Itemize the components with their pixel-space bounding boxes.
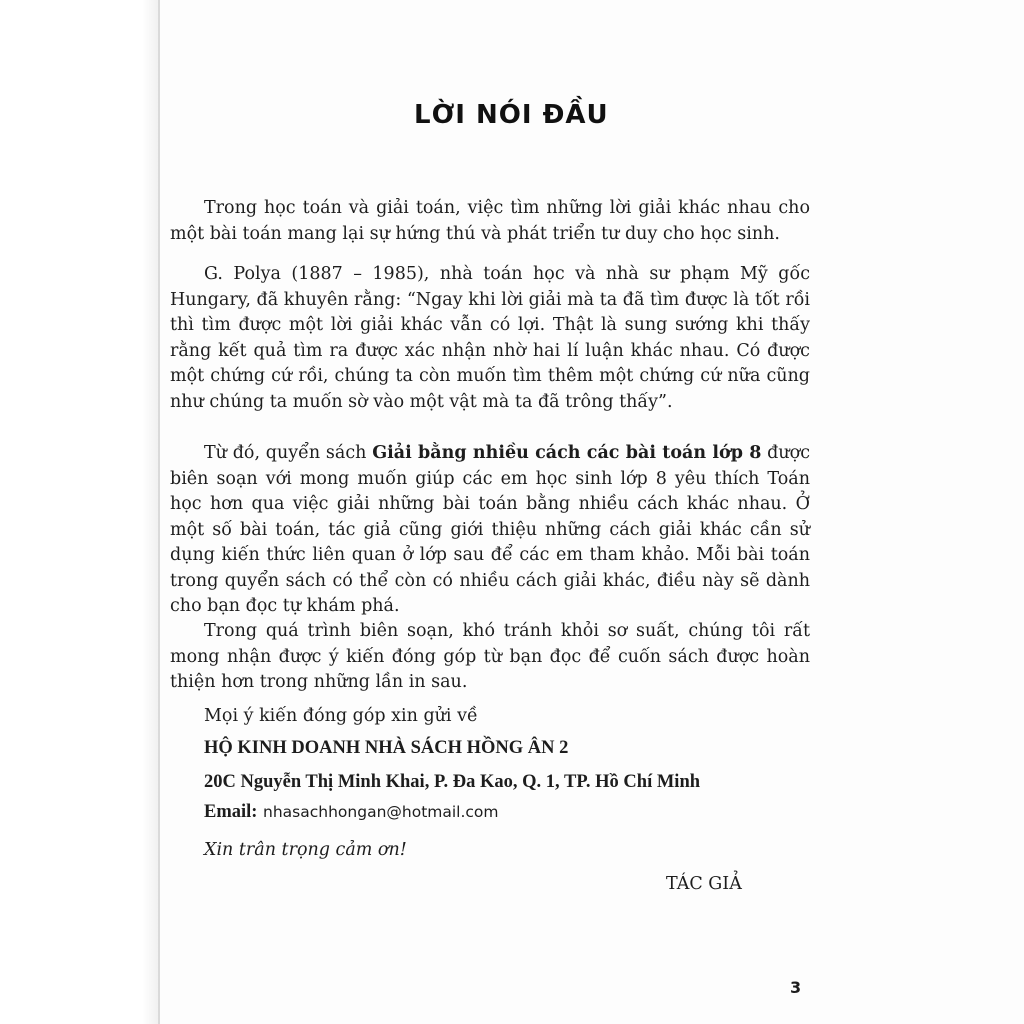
page-title: LỜI NÓI ĐẦU <box>414 100 609 130</box>
paragraph-1: Trong học toán và giải toán, việc tìm những lời giải khác nhau cho một bài toán mang lại sự hứng thú và phát triển tư duy cho học sinh. <box>170 198 810 244</box>
email-label: Email: <box>204 802 258 822</box>
paragraph-3-body: được biên soạn với mong muốn giúp các em học sinh lớp 8 yêu thích Toán học hơn qua việc giải những bài toán bằng nhiều cách khác nhau. Ở một số bài toán, tác giả cũng giới thiệu những cách giải khác cần sử dụng kiến thức liên quan ở lớp sau để các em tham khảo. Mỗi bài toán trong quyển sách có thể còn có nhiều cách giải khác, điều này sẽ dành cho bạn đọc tự khám phá. <box>170 443 810 616</box>
book-title: Giải bằng nhiều cách các bài toán lớp 8 <box>372 443 762 463</box>
contact-email <box>204 802 499 823</box>
author-signature: TÁC GIẢ <box>666 874 742 894</box>
page-margin <box>0 0 158 1024</box>
paragraph-2: G. Polya (1887 – 1985), nhà toán học và nhà sư phạm Mỹ gốc Hungary, đã khuyên rằng: “Ngay khi lời giải mà ta đã tìm được là tốt rồi thì tìm được một lời giải khác vẫn có lợi. Thật là sung sướng khi thấy rằng kết quả tìm ra được xác nhận nhờ hai lí luận khác nhau. Có được một chứng cứ rồi, chúng ta còn muốn tìm thêm một chứng cứ nữa cũng như chúng ta muốn sờ vào một vật mà ta đã trông thấy”. <box>170 264 810 412</box>
paragraph-4: Trong quá trình biên soạn, khó tránh khỏi sơ suất, chúng tôi rất mong nhận được ý kiến đóng góp từ bạn đọc để cuốn sách được hoàn thiện hơn trong những lần in sau. <box>170 621 810 692</box>
publisher-address: 20C Nguyễn Thị Minh Khai, P. Đa Kao, Q. 1, TP. Hồ Chí Minh <box>204 772 701 792</box>
paragraph-3 <box>170 441 810 620</box>
page-number: 3 <box>790 978 802 997</box>
paragraph-3-intro: Từ đó, quyển sách <box>204 443 373 463</box>
page-edge-shadow <box>158 0 160 1024</box>
contact-intro: Mọi ý kiến đóng góp xin gửi về <box>204 706 478 726</box>
closing-line: Xin trân trọng cảm ơn! <box>204 840 407 860</box>
publisher-name: HỘ KINH DOANH NHÀ SÁCH HỒNG ÂN 2 <box>204 738 569 758</box>
email-address: nhasachhongan@hotmail.com <box>263 803 499 821</box>
